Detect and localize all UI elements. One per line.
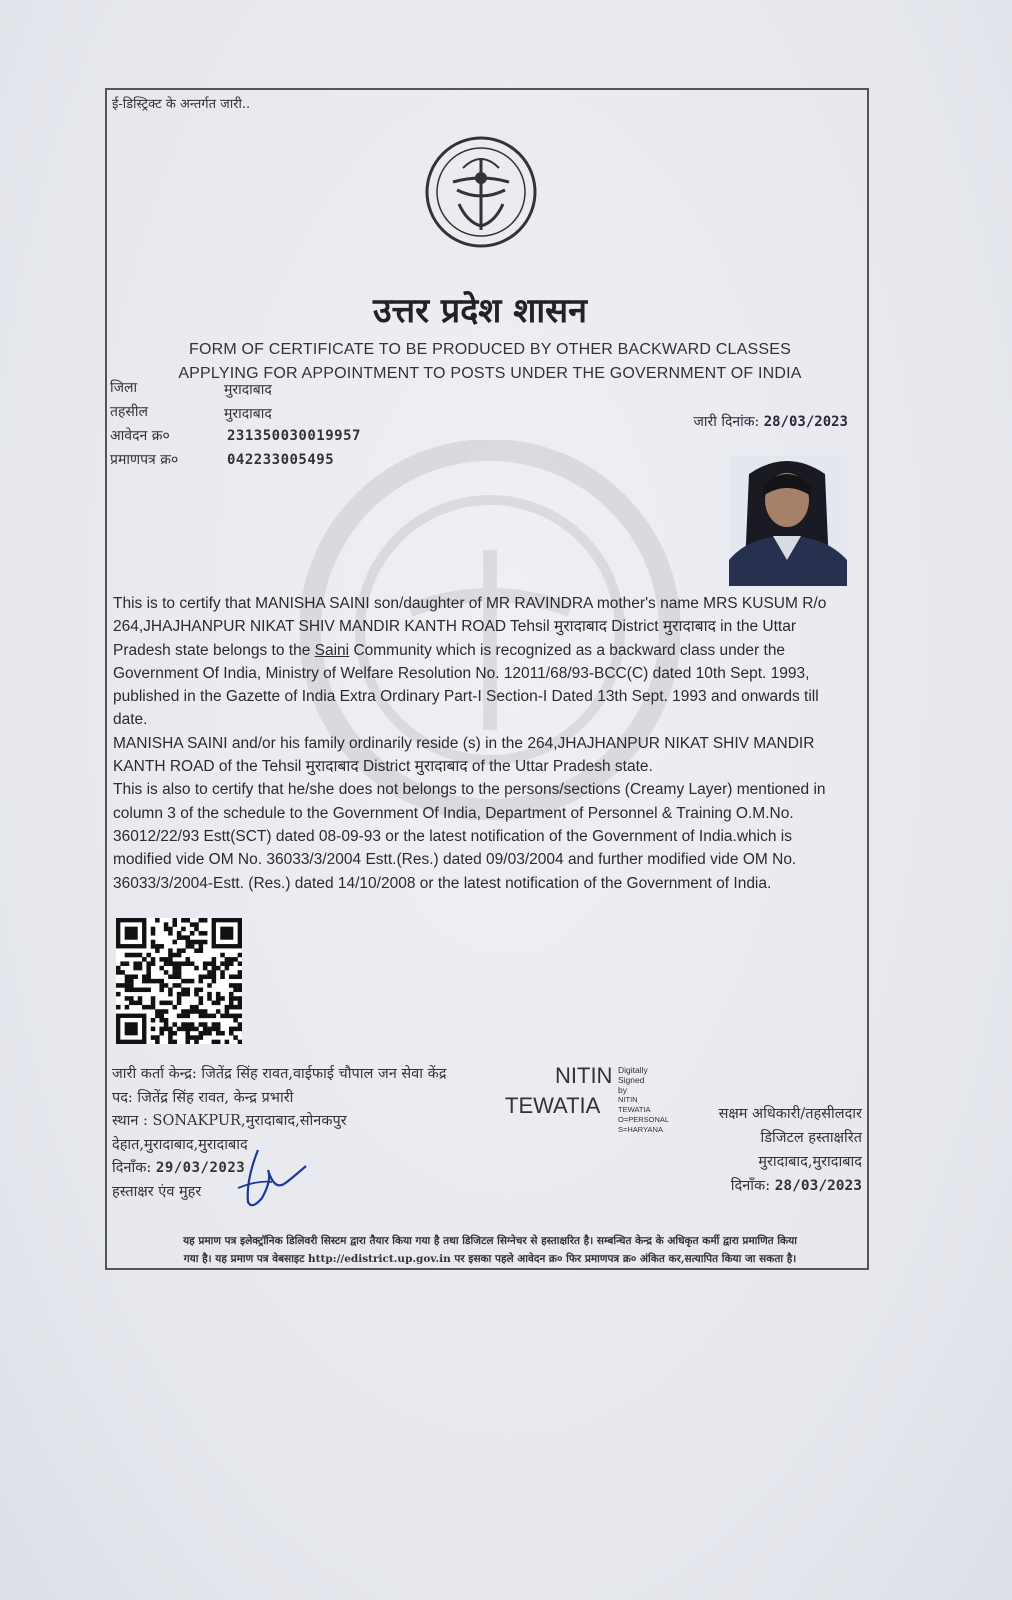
signature-org: O=PERSONAL [618, 1115, 670, 1124]
issuer-post: पद: जितेंद्र सिंह रावत, केन्द्र प्रभारी [112, 1089, 294, 1106]
officer-signed: डिजिटल हस्ताक्षरित [760, 1130, 862, 1146]
officer-place: मुरादाबाद,मुरादाबाद [758, 1154, 862, 1170]
issuer-place: स्थान : SONAKPUR,मुरादाबाद,सोनकपुर [112, 1113, 347, 1129]
issue-date [694, 412, 849, 431]
signature-signed-by: Signed by [618, 1075, 645, 1095]
footnote-line-1: यह प्रमाण पत्र इलेक्ट्रॉनिक डिलिवरी सिस्टम द्वारा तैयार किया गया है तथा डिजिटल सिग्नेचर से हस्ताक्षरित है। सम्बन्धित केन्द्र के अधिकृत कर्मी द्वारा प्रमाणित किया [183, 1235, 797, 1247]
officer-date [719, 1174, 862, 1198]
issuer-place-2: देहात,मुरादाबाद,मुरादाबाद [112, 1136, 248, 1153]
district-label: जिला [110, 380, 138, 396]
signature-signer: NITIN TEWATIA [618, 1095, 651, 1114]
certificate-no-label: प्रमाणपत्र क्र० [110, 452, 179, 468]
competent-authority [719, 1102, 862, 1198]
district-value: मुरादाबाद [224, 382, 272, 398]
e-district-note: ई-डिस्ट्रिक्ट के अन्तर्गत जारी.. [112, 97, 251, 112]
application-label: आवेदन क्र० [110, 428, 170, 444]
footnote-line-2: गया है। यह प्रमाण पत्र वेबसाइट http://edistrict.up.gov.in पर इसका पहले आवेदन क्र० फिर प्रमाणपत्र क्र० अंकित कर,सत्यापित किया जा सकता है। [183, 1253, 797, 1265]
issuer-centre: जारी कर्ता केन्द्र: जितेंद्र सिंह रावत,वाईफाई चौपाल जन सेवा केंद्र [112, 1066, 447, 1082]
officer-date-label: दिनाँक: [730, 1178, 771, 1194]
application-value: 231350030019957 [227, 428, 361, 444]
subtitle-line-1: FORM OF CERTIFICATE TO BE PRODUCED BY OTHER BACKWARD CLASSES [188, 341, 791, 358]
certificate-paragraph-3: This is also to certify that he/she does not belongs to the persons/sections (Creamy Layer) mentioned in column 3 of the schedule to the Government Of India, Department of Personnel & Training O.M.No. 36012/22/93 Estt(SCT) dated 08-09-93 or the latest notification of the Government of India.which is modified vide OM No. 36033/3/2004 Estt.(Res.) dated 09/03/2004 and further modified vide OM No. 36033/3/2004-Estt. (Res.) dated 14/10/2008 or the latest notification of the Government of India. [113, 781, 826, 892]
issuer-date-label: दिनाँक: [112, 1160, 152, 1176]
paragraph-1-part-b: Community which is recognized as a backward class under the Government Of India, Ministry of Welfare Resolution No. 12011/68/93-BCC(C) dated 10th Sept. 1993, published in the Gazette of India Extra Ordinary Part-I Section-I Dated 13th Sept. 1993 and onwards till date. [113, 641, 819, 729]
issuer-date-value: 29/03/2023 [155, 1160, 246, 1176]
subtitle-line-2: APPLYING FOR APPOINTMENT TO POSTS UNDER THE GOVERNMENT OF INDIA [178, 365, 802, 382]
issuer-sign-label: हस्ताक्षर एंव मुहर [112, 1183, 202, 1200]
signer-last-name: TEWATIA [505, 1093, 601, 1118]
govt-title: उत्तर प्रदेश शासन [372, 291, 587, 331]
signature-details-top [618, 1065, 648, 1095]
officer-date-value: 28/03/2023 [774, 1178, 862, 1194]
signature-details-bottom [618, 1095, 669, 1135]
applicant-photo [729, 456, 847, 586]
verification-qr-code[interactable] [116, 918, 242, 1044]
issue-date-label: जारी दिनांक: [693, 414, 760, 430]
issue-date-value: 28/03/2023 [763, 414, 848, 430]
officer-title: सक्षम अधिकारी/तहसीलदार [718, 1106, 862, 1122]
verification-footnote [110, 1232, 870, 1268]
certificate-subtitle [110, 338, 870, 386]
person-photo-icon [729, 456, 847, 586]
certificate-body [113, 592, 853, 895]
certificate-paragraph-2: MANISHA SAINI and/or his family ordinarily reside (s) in the 264,JHAJHANPUR NIKAT SHIV MANDIR KANTH ROAD of the Tehsil मुरादाबाद District मुरादाबाद of the Uttar Pradesh state. [113, 734, 815, 776]
certificate-paragraph-1 [113, 592, 853, 732]
tehsil-value: मुरादाबाद [224, 406, 272, 422]
signature-state: S=HARYANA [618, 1125, 663, 1134]
certificate-no-value: 042233005495 [227, 452, 335, 468]
up-govt-emblem-icon [423, 130, 539, 260]
handwritten-signature-icon [228, 1140, 308, 1220]
tehsil-label: तहसील [110, 404, 148, 420]
signer-first-name: NITIN [555, 1063, 613, 1088]
paragraph-1-part-a: This is to certify that MANISHA SAINI son/daughter of MR RAVINDRA mother's name MRS KUSUM R/o 264,JHAJHANPUR NIKAT SHIV MANDIR KANTH ROAD Tehsil मुरादाबाद District मुरादाबाद in the Uttar Pradesh state belongs to the [113, 595, 827, 659]
signature-digitally: Digitally [618, 1065, 648, 1075]
community-name: Saini [314, 641, 350, 659]
